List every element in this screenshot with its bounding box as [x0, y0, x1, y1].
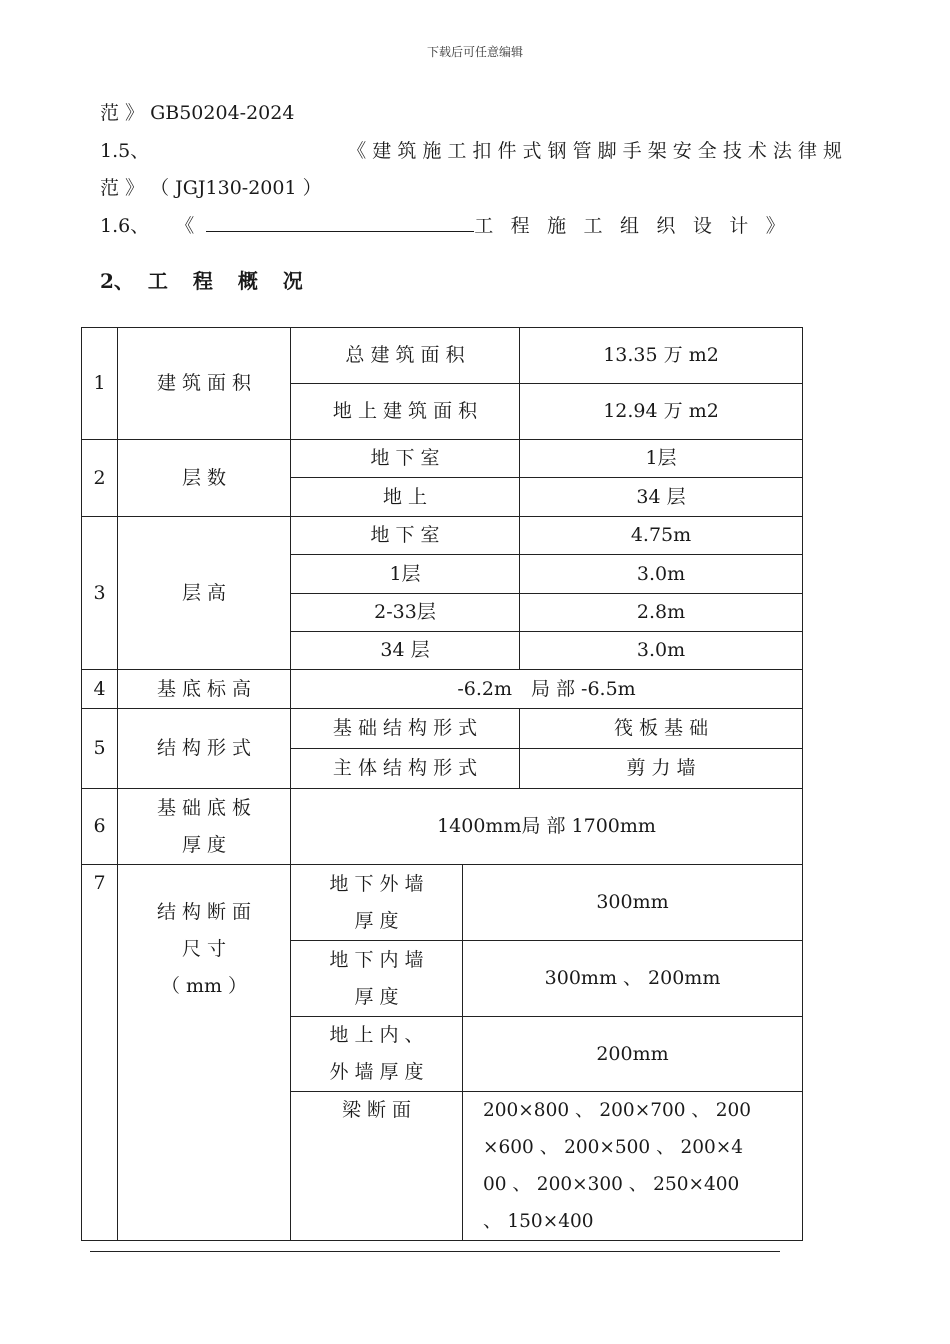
row-2-item: 层 数 — [118, 440, 291, 517]
row-6-item-line-2: 厚 度 — [181, 833, 227, 856]
row-3d-label: 34 层 — [291, 632, 520, 670]
row-7d-value-line-4: 、 150×400 — [483, 1211, 594, 1232]
row-5-item: 结 构 形 式 — [118, 709, 291, 789]
row-1b-label: 地 上 建 筑 面 积 — [291, 384, 520, 440]
row-2b-label: 地 上 — [291, 478, 520, 517]
row-7a-label-line-2: 厚 度 — [354, 909, 399, 932]
row-7c-label — [291, 1017, 463, 1092]
row-7d-label: 梁 断 面 — [291, 1092, 463, 1241]
fill-in-blank — [206, 209, 474, 232]
row-1-item: 建 筑 面 积 — [118, 328, 291, 440]
line-4-title: 工 程 施 工 组 织 设 计 》 — [474, 215, 791, 237]
line-2-title: 《 建 筑 施 工 扣 件 式 钢 管 脚 手 架 安 全 技 术 法 律 规 — [347, 140, 842, 162]
row-7a-label — [291, 865, 463, 941]
row-6-no: 6 — [82, 789, 118, 865]
row-7d-value-line-1: 200×800 、 200×700 、 200 — [483, 1100, 752, 1121]
line-standard-1: 范 》 GB50204-2024 — [100, 102, 295, 124]
row-2a-value: 1层 — [520, 440, 803, 478]
row-3-no: 3 — [82, 517, 118, 670]
row-7d-value-line-3: 00 、 200×300 、 250×400 — [483, 1174, 740, 1195]
row-3b-label: 1层 — [291, 555, 520, 594]
row-7-item — [118, 865, 291, 1241]
row-3a-label: 地 下 室 — [291, 517, 520, 555]
row-7c-value: 200mm — [463, 1017, 803, 1092]
row-1a-value: 13.35 万 m2 — [520, 328, 803, 384]
row-4-value: -6.2m 局 部 -6.5m — [291, 670, 803, 709]
row-5-no: 5 — [82, 709, 118, 789]
section-title: 工 程 概 况 — [147, 269, 312, 293]
row-6-item — [118, 789, 291, 865]
row-5a-value: 筏 板 基 础 — [520, 709, 803, 749]
row-7b-value: 300mm 、 200mm — [463, 941, 803, 1017]
row-7-item-line-1: 结 构 断 面 — [156, 901, 252, 923]
section-heading — [100, 265, 312, 294]
line-2-number: 1.5、 — [100, 140, 150, 162]
row-7d-value — [463, 1092, 803, 1241]
row-7-item-line-3: （ mm ） — [160, 975, 248, 997]
row-3a-value: 4.75m — [520, 517, 803, 555]
row-7a-value: 300mm — [463, 865, 803, 941]
row-7-no: 7 — [82, 865, 118, 1241]
row-2b-value: 34 层 — [520, 478, 803, 517]
row-1-no: 1 — [82, 328, 118, 440]
row-7-item-line-2: 尺 寸 — [181, 938, 227, 960]
project-overview-table — [81, 327, 803, 1241]
line-standard-2 — [100, 136, 842, 163]
row-4-no: 4 — [82, 670, 118, 709]
line-standard-3: 范 》 （ JGJ130-2001 ） — [100, 177, 322, 199]
row-7b-label — [291, 941, 463, 1017]
row-3b-value: 3.0m — [520, 555, 803, 594]
row-2-no: 2 — [82, 440, 118, 517]
footer-rule — [90, 1251, 780, 1252]
row-3d-value: 3.0m — [520, 632, 803, 670]
line-4-open-bracket: 《 — [175, 215, 195, 237]
header-note: 下载后可任意编辑 — [426, 45, 523, 59]
row-1a-label: 总 建 筑 面 积 — [291, 328, 520, 384]
section-number: 2、 — [100, 269, 134, 293]
row-7a-label-line-1: 地 下 外 墙 — [329, 872, 424, 895]
row-2a-label: 地 下 室 — [291, 440, 520, 478]
row-7c-label-line-1: 地 上 内 、 — [329, 1024, 424, 1046]
row-4-item: 基 底 标 高 — [118, 670, 291, 709]
line-4-number: 1.6、 — [100, 215, 150, 237]
row-1b-value: 12.94 万 m2 — [520, 384, 803, 440]
row-6-value: 1400mm局 部 1700mm — [291, 789, 803, 865]
row-7c-label-line-2: 外 墙 厚 度 — [329, 1061, 424, 1083]
row-7b-label-line-1: 地 下 内 墙 — [329, 948, 424, 971]
row-7d-value-line-2: ×600 、 200×500 、 200×4 — [483, 1137, 744, 1158]
row-7b-label-line-2: 厚 度 — [354, 985, 399, 1008]
row-6-item-line-1: 基 础 底 板 — [156, 796, 252, 819]
row-5b-value: 剪 力 墙 — [520, 749, 803, 789]
row-5a-label: 基 础 结 构 形 式 — [291, 709, 520, 749]
row-5b-label: 主 体 结 构 形 式 — [291, 749, 520, 789]
row-3c-label: 2-33层 — [291, 594, 520, 632]
line-standard-4 — [100, 209, 790, 238]
row-3c-value: 2.8m — [520, 594, 803, 632]
row-3-item: 层 高 — [118, 517, 291, 670]
